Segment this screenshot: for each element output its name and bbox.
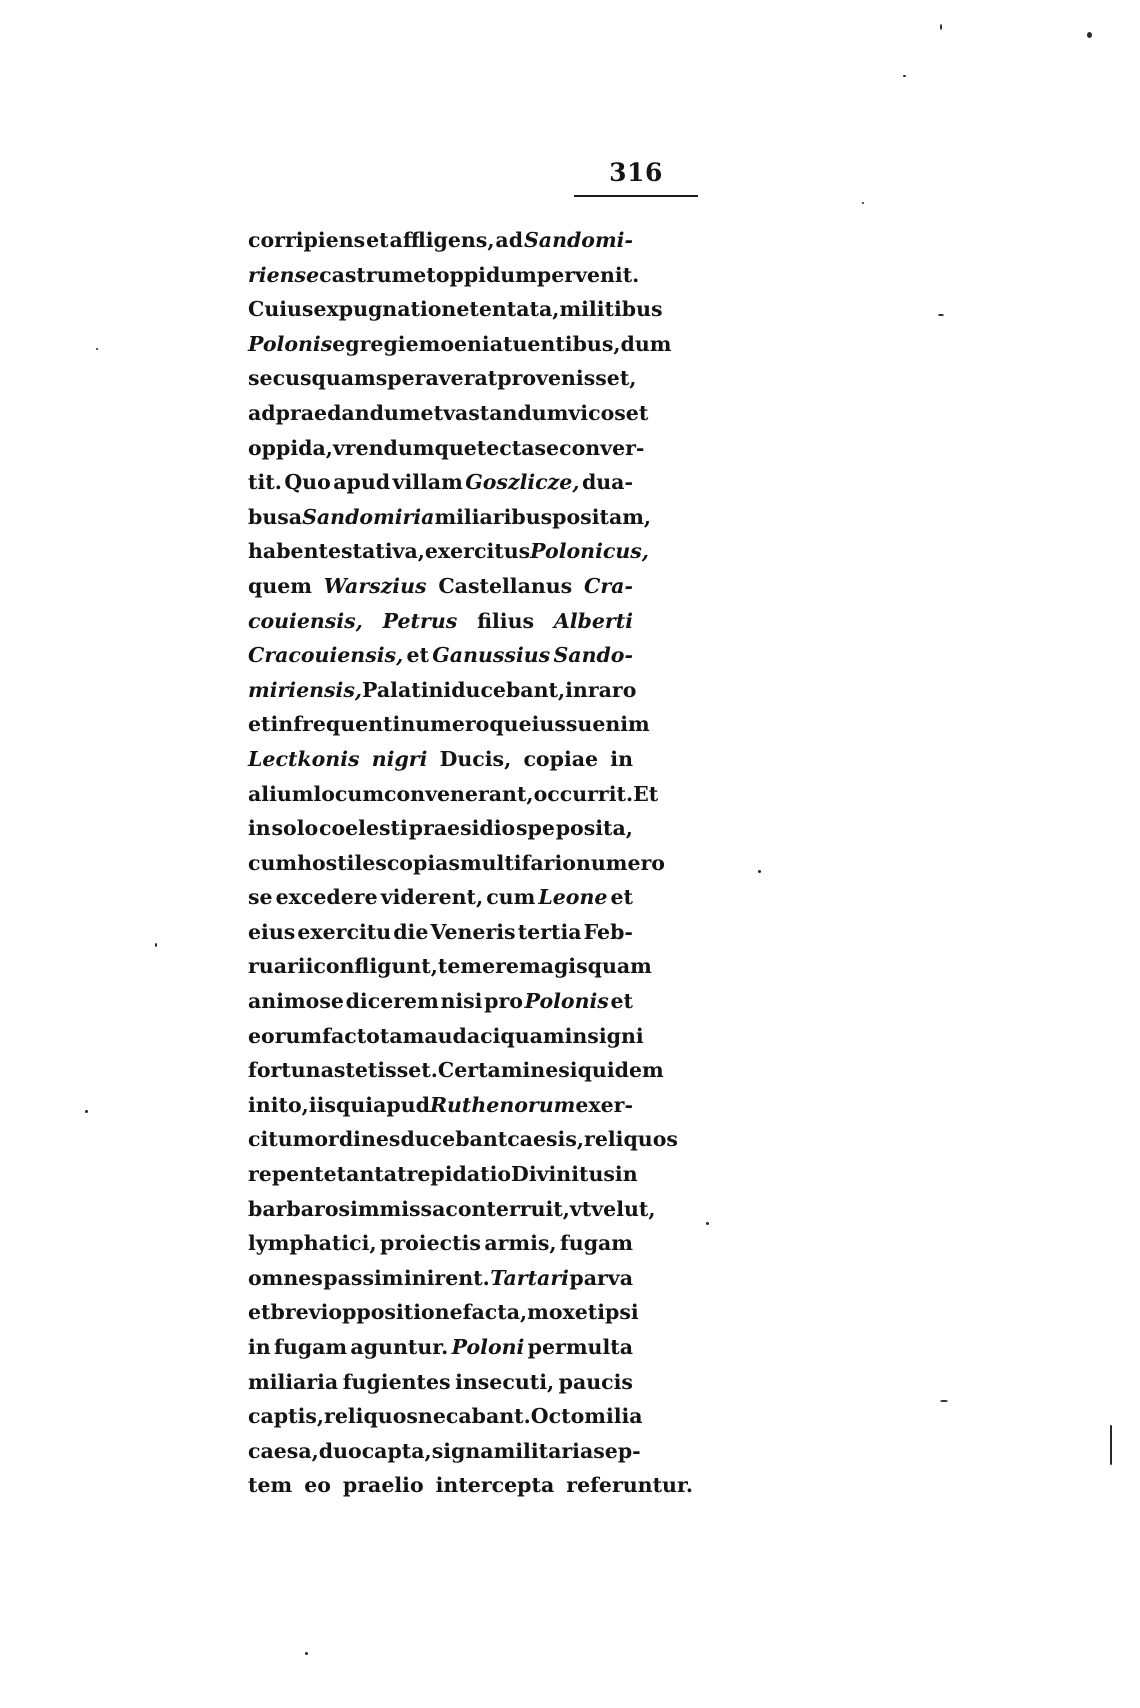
- italic-word: Sandomiria: [302, 504, 435, 529]
- word: quem: [248, 573, 312, 598]
- italic-word: riense: [248, 262, 320, 287]
- body-text: [248, 223, 694, 1503]
- word: solo: [271, 816, 319, 841]
- word: viderent,: [380, 885, 484, 910]
- word: et: [406, 643, 429, 668]
- word: ruarii: [248, 954, 314, 979]
- word: et: [413, 262, 436, 287]
- word: Feb-: [583, 919, 633, 944]
- scan-speck: [862, 202, 864, 204]
- word: tanta: [336, 1162, 398, 1187]
- word: mox: [527, 1300, 575, 1325]
- word: apud: [333, 470, 391, 495]
- text-line: [248, 915, 633, 950]
- page-number: 316: [609, 158, 663, 187]
- word: castrum: [319, 262, 414, 287]
- text-line: [248, 258, 640, 293]
- italic-word: Goszlicze,: [465, 470, 580, 495]
- word: fortuna: [248, 1058, 334, 1083]
- word: coelesti: [318, 816, 408, 841]
- word: spe: [516, 816, 555, 841]
- word: capta,: [361, 1438, 432, 1463]
- scan-speck: [305, 1652, 308, 1655]
- word: et: [366, 228, 389, 252]
- word: sep-: [593, 1438, 641, 1463]
- word: ducebant: [400, 1127, 508, 1152]
- italic-word: Alberti: [553, 608, 633, 633]
- word: vastandum: [443, 400, 569, 425]
- word: Octo: [530, 1404, 585, 1429]
- word: ducebant,: [451, 677, 566, 702]
- word: tecta: [476, 435, 535, 460]
- italic-word: Poloni: [451, 1335, 525, 1359]
- italic-word: Warszius: [323, 573, 427, 598]
- word: moenia: [418, 331, 504, 356]
- word: convenerant,: [384, 781, 534, 806]
- word: milia: [584, 1404, 643, 1429]
- word: numero: [575, 850, 665, 875]
- word: aguntur.: [350, 1335, 449, 1359]
- word: vt: [569, 1196, 592, 1221]
- word: tam: [379, 1023, 425, 1048]
- word: quam: [311, 366, 376, 391]
- text-line: [248, 1468, 694, 1503]
- word: oppidum: [435, 262, 537, 287]
- word: conver-: [559, 435, 645, 460]
- word: Divinitus: [511, 1162, 615, 1187]
- word: oppositione: [328, 1300, 463, 1325]
- word: citum: [248, 1127, 315, 1152]
- word: locum: [313, 781, 385, 806]
- word: caesa,: [248, 1438, 319, 1463]
- word: oppida,: [248, 435, 333, 460]
- word: ordines: [314, 1127, 401, 1152]
- word: excedere: [275, 885, 378, 910]
- word: tit.: [248, 470, 282, 495]
- word: et: [610, 989, 633, 1014]
- word: reliquos: [324, 1404, 418, 1429]
- word: secus: [248, 366, 312, 391]
- word: et: [610, 885, 633, 910]
- text-line: [248, 638, 633, 673]
- italic-word: Ganussius: [432, 643, 551, 668]
- scan-speck: [96, 348, 98, 350]
- word: necabant.: [417, 1404, 531, 1429]
- word: armis,: [484, 1231, 557, 1256]
- text-line: [248, 1088, 633, 1123]
- word: tuentibus,: [503, 331, 621, 356]
- word: die: [393, 919, 429, 944]
- word: Et: [633, 781, 659, 806]
- word: brevi: [270, 1300, 329, 1325]
- word: Quo: [284, 470, 331, 495]
- word: exer-: [575, 1092, 633, 1117]
- text-line: [248, 1261, 633, 1296]
- text-line: [248, 1226, 633, 1261]
- word: iis: [308, 1092, 336, 1117]
- word: praedandum: [275, 400, 421, 425]
- text-line: [248, 777, 659, 812]
- word: trepidatio: [397, 1162, 512, 1187]
- word: corripiens: [248, 228, 366, 252]
- word: infrequenti: [270, 712, 401, 737]
- italic-word: Ruthenorum: [429, 1092, 576, 1117]
- word: copias: [386, 850, 460, 875]
- italic-word: Sando-: [553, 643, 633, 668]
- word: animose: [248, 989, 344, 1014]
- word: duo: [318, 1438, 362, 1463]
- word: magis: [518, 954, 588, 979]
- scan-speck: [940, 24, 942, 30]
- word: vicos: [568, 400, 626, 425]
- text-line: [248, 673, 637, 708]
- word: raro: [587, 677, 637, 702]
- scan-speck: [940, 1400, 948, 1402]
- text-line: [248, 604, 633, 639]
- word: in: [248, 1335, 271, 1359]
- word: villam: [392, 470, 463, 495]
- scan-speck: [938, 314, 944, 316]
- word: intercepta: [435, 1473, 555, 1498]
- word: eorum: [248, 1023, 323, 1048]
- word: iussu: [531, 712, 593, 737]
- word: militibus: [559, 297, 663, 322]
- word: nisi: [440, 989, 483, 1014]
- word: facta,: [462, 1300, 528, 1325]
- word: omnes: [248, 1265, 323, 1290]
- word: affligens,: [389, 228, 495, 252]
- word: ad: [495, 228, 524, 252]
- scan-speck: [85, 1110, 88, 1113]
- scan-speck: [1087, 32, 1092, 38]
- italic-word: Lectkonis: [248, 746, 360, 771]
- text-line: [248, 396, 649, 431]
- word: audaci: [424, 1023, 501, 1048]
- italic-word: Petrus: [382, 608, 458, 633]
- word: quam: [587, 954, 652, 979]
- text-line: [248, 361, 637, 396]
- word: captis,: [248, 1404, 325, 1429]
- italic-word: couiensis,: [248, 608, 363, 633]
- word: a: [288, 504, 303, 529]
- word: in: [248, 816, 271, 841]
- text-line: [248, 1019, 644, 1054]
- text-line: [248, 1122, 678, 1157]
- text-line: [248, 742, 633, 777]
- text-line: [248, 431, 645, 466]
- word: pervenit.: [536, 262, 640, 287]
- word: ipsi: [597, 1300, 639, 1325]
- scan-speck: [1110, 1425, 1112, 1465]
- word: confligunt,: [313, 954, 438, 979]
- word: dicerem: [345, 989, 439, 1014]
- word: militaria: [493, 1438, 594, 1463]
- scan-speck: [758, 870, 761, 873]
- word: praesidio: [408, 816, 516, 841]
- text-line: [248, 811, 633, 846]
- word: stativa,: [340, 539, 425, 564]
- word: et: [248, 712, 271, 737]
- word: tem: [248, 1473, 293, 1498]
- word: insigni: [564, 1023, 644, 1048]
- word: in: [610, 746, 633, 771]
- word: eo: [304, 1473, 331, 1498]
- word: et: [248, 1300, 271, 1325]
- text-line: [248, 1434, 641, 1469]
- word: positam,: [552, 504, 652, 529]
- text-line: [248, 223, 633, 258]
- word: multifario: [459, 850, 576, 875]
- word: apud: [373, 1092, 430, 1117]
- word: in: [614, 1162, 638, 1187]
- word: egregie: [332, 331, 419, 356]
- word: praelio: [342, 1473, 424, 1498]
- word: immissa: [350, 1196, 446, 1221]
- word: fugientes: [342, 1369, 451, 1394]
- word: se: [248, 885, 273, 910]
- text-line: [248, 1192, 656, 1227]
- word: et: [625, 400, 649, 425]
- text-line: [248, 984, 633, 1019]
- word: exercitu: [297, 919, 392, 944]
- word: cum: [486, 885, 536, 910]
- italic-word: Polonis: [524, 989, 609, 1014]
- text-line: [248, 1053, 664, 1088]
- word: caesis,: [507, 1127, 585, 1152]
- word: proiectis: [379, 1231, 481, 1256]
- word: in: [565, 677, 588, 702]
- word: bus: [248, 504, 289, 529]
- word: barbaros: [248, 1196, 351, 1221]
- text-line: [248, 1399, 643, 1434]
- word: hostiles: [297, 850, 387, 875]
- text-line: [248, 327, 672, 362]
- text-line: [248, 500, 652, 535]
- text-line: [248, 1295, 639, 1330]
- italic-word: Polonis: [248, 331, 333, 356]
- text-line: [248, 1157, 638, 1192]
- text-line: [248, 949, 652, 984]
- word: permulta: [527, 1335, 633, 1359]
- text-line: [248, 465, 633, 500]
- word: velut,: [591, 1196, 656, 1221]
- word: habente: [248, 539, 341, 564]
- word: expugnatione: [313, 297, 470, 322]
- word: repente: [248, 1162, 337, 1187]
- word: cum: [248, 850, 298, 875]
- text-line: [248, 846, 665, 881]
- word: numeroque: [400, 712, 532, 737]
- word: paucis: [558, 1369, 633, 1394]
- text-line: [248, 292, 663, 327]
- text-line: [248, 534, 649, 569]
- text-line: [248, 1330, 633, 1365]
- word: pro: [484, 989, 523, 1014]
- word: stetisset.: [333, 1058, 438, 1083]
- word: miliaria: [248, 1369, 339, 1394]
- word: exercitus: [424, 539, 531, 564]
- word: qui: [335, 1092, 374, 1117]
- word: et: [574, 1300, 598, 1325]
- word: insecuti,: [455, 1369, 555, 1394]
- word: Ducis,: [439, 746, 512, 771]
- word: miliaribus: [434, 504, 553, 529]
- italic-word: Polonicus,: [530, 539, 649, 564]
- word: se: [534, 435, 560, 460]
- word: dum: [620, 331, 672, 356]
- word: eius: [248, 919, 296, 944]
- word: signa: [431, 1438, 494, 1463]
- word: fugam: [559, 1231, 633, 1256]
- word: Palatini: [362, 677, 452, 702]
- word: filius: [477, 608, 535, 633]
- word: Castellanus: [438, 573, 573, 598]
- text-line: [248, 569, 633, 604]
- word: posita,: [555, 816, 633, 841]
- word: facto: [322, 1023, 380, 1048]
- word: mine: [500, 1058, 559, 1083]
- word: reliquos: [584, 1127, 678, 1152]
- word: alium: [248, 781, 314, 806]
- italic-word: nigri: [371, 746, 428, 771]
- word: Cuius: [248, 297, 314, 322]
- word: tentata,: [469, 297, 560, 322]
- word: lymphatici,: [248, 1231, 377, 1256]
- word: speraverat: [375, 366, 498, 391]
- word: Veneris: [430, 919, 516, 944]
- word: siquidem: [558, 1058, 664, 1083]
- word: enim: [592, 712, 650, 737]
- italic-word: Cracouiensis,: [248, 643, 404, 668]
- italic-word: Tartari: [490, 1265, 569, 1290]
- word: ad: [248, 400, 276, 425]
- word: vrendumque: [332, 435, 477, 460]
- italic-word: Cra-: [584, 573, 633, 598]
- word: inito,: [248, 1092, 309, 1117]
- text-line: [248, 1365, 633, 1400]
- word: dua-: [581, 470, 633, 495]
- word: parva: [569, 1265, 633, 1290]
- word: provenisset,: [497, 366, 637, 391]
- word: quam: [500, 1023, 565, 1048]
- header-rule: [574, 195, 698, 197]
- word: et: [420, 400, 444, 425]
- text-line: [248, 707, 650, 742]
- word: copiae: [523, 746, 599, 771]
- italic-word: miriensis,: [248, 677, 363, 702]
- word: fugam: [274, 1335, 348, 1359]
- italic-word: Sandomi-: [523, 228, 633, 252]
- word: Certa: [437, 1058, 501, 1083]
- word: conterruit,: [445, 1196, 570, 1221]
- word: referuntur.: [566, 1473, 694, 1498]
- scan-speck: [903, 75, 906, 77]
- scan-speck: [155, 943, 157, 947]
- word: temere: [437, 954, 519, 979]
- word: inirent.: [403, 1265, 490, 1290]
- scan-speck: [706, 1222, 709, 1225]
- word: passim: [323, 1265, 404, 1290]
- word: tertia: [517, 919, 582, 944]
- italic-word: Leone: [538, 885, 608, 910]
- text-line: [248, 880, 633, 915]
- word: occurrit.: [533, 781, 634, 806]
